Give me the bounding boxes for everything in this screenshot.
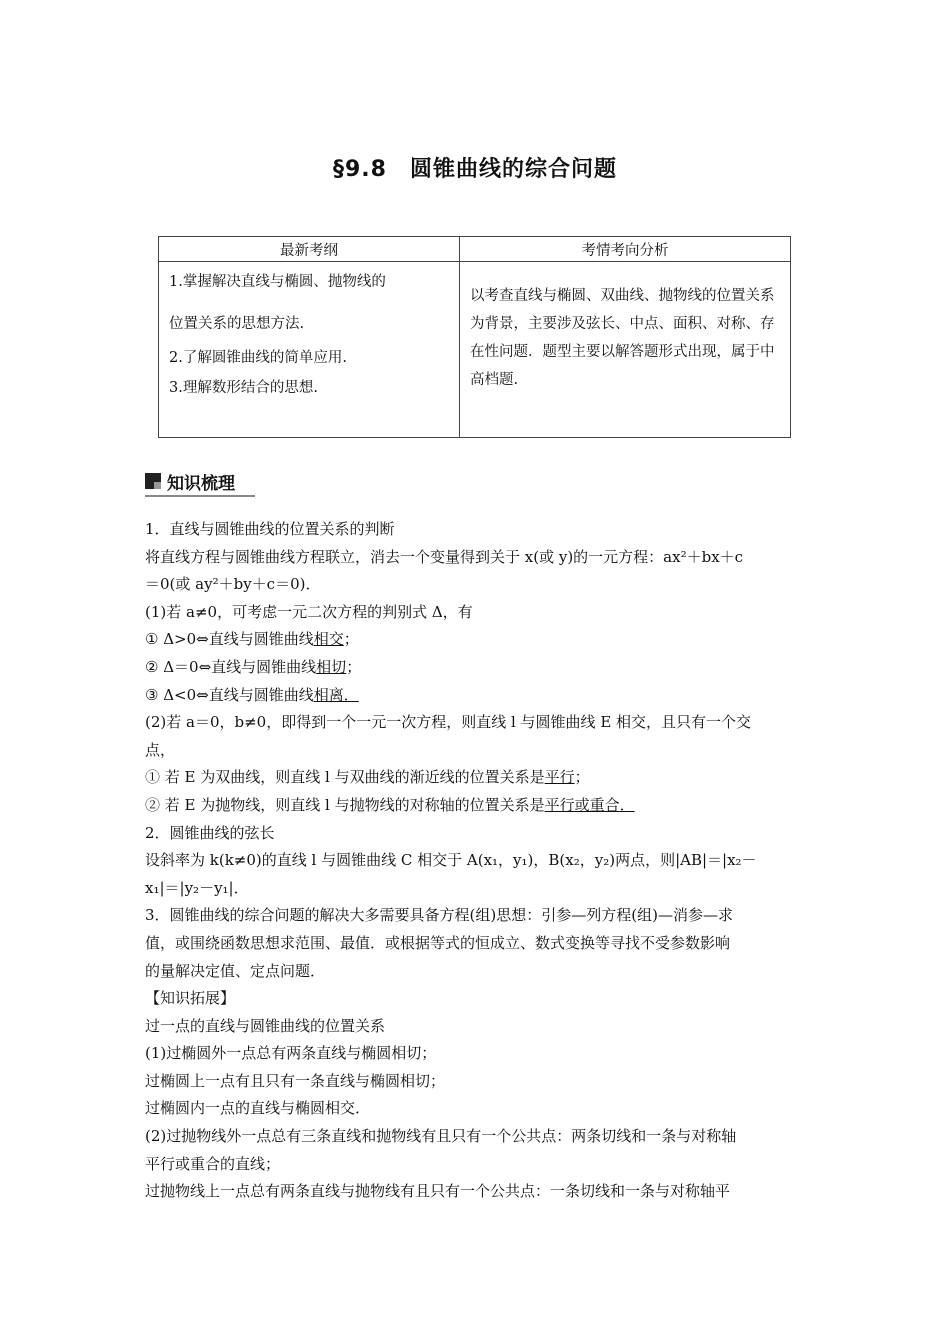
paragraph-line: 平行或重合的直线； bbox=[145, 1154, 281, 1173]
answer-blank: 平行 bbox=[544, 768, 575, 787]
extension-title: 【知识拓展】 bbox=[145, 989, 236, 1008]
answer-blank: 相交 bbox=[313, 630, 344, 649]
syllabus-items-cell bbox=[159, 262, 460, 438]
paragraph-line: 过一点的直线与圆锥曲线的位置关系 bbox=[145, 1016, 386, 1035]
syllabus-item: 2.了解圆锥曲线的简单应用. bbox=[169, 350, 347, 366]
section-square-icon bbox=[145, 473, 161, 489]
syllabus-item: 3.理解数形结合的思想. bbox=[169, 380, 318, 396]
paragraph-line: 的量解决定值、定点问题． bbox=[145, 961, 326, 980]
case-2-item-1: ① 若 E 为双曲线，则直线 l 与双曲线的渐近线的位置关系是平行； bbox=[145, 768, 590, 787]
answer-blank: 平行或重合． bbox=[544, 795, 635, 814]
heading-2: 2．圆锥曲线的弦长 bbox=[145, 823, 275, 842]
section-header-knowledge bbox=[145, 468, 235, 494]
table-header-analysis: 考情考向分析 bbox=[460, 237, 791, 262]
paragraph-line: (2)过抛物线外一点总有三条直线和抛物线有且只有一个公共点：两条切线和一条与对称轴 bbox=[145, 1127, 737, 1146]
syllabus-item: 位置关系的思想方法. bbox=[169, 316, 305, 332]
case-2-item-2: ② 若 E 为抛物线，则直线 l 与抛物线的对称轴的位置关系是平行或重合． bbox=[145, 795, 635, 814]
answer-blank: 相离． bbox=[313, 685, 359, 704]
case-2: (2)若 a＝0，b≠0，即得到一个一元一次方程，则直线 l 与圆锥曲线 E 相交，且只有一个交 bbox=[145, 713, 752, 732]
paragraph-line: 过抛物线上一点总有两条直线与抛物线有且只有一个公共点：一条切线和一条与对称轴平 bbox=[145, 1182, 731, 1201]
page-title: §9.8 圆锥曲线的综合问题 bbox=[333, 157, 617, 182]
section-header-label: 知识梳理 bbox=[167, 473, 235, 494]
paragraph-line: 设斜率为 k(k≠0)的直线 l 与圆锥曲线 C 相交于 A(x₁，y₁)，B(x₂，y₂)两点，则|AB|＝|x₂－ bbox=[145, 851, 757, 870]
paragraph-line: 将直线方程与圆锥曲线方程联立，消去一个变量得到关于 x(或 y)的一元方程：ax²＋bx＋c bbox=[145, 547, 744, 566]
section-header-rule bbox=[145, 495, 255, 497]
paragraph-line: (1)过椭圆外一点总有两条直线与椭圆相切； bbox=[145, 1044, 437, 1063]
syllabus-table bbox=[158, 236, 791, 438]
case-2-cont: 点， bbox=[145, 740, 176, 759]
paragraph-line: ＝0(或 ay²＋by＋c＝0)． bbox=[145, 575, 321, 594]
analysis-text: 以考查直线与椭圆、双曲线、抛物线的位置关系为背景，主要涉及弦长、中点、面积、对称、存在性问题．题型主要以解答题形式出现，属于中高档题. bbox=[460, 262, 791, 438]
paragraph-line: 过椭圆上一点有且只有一条直线与椭圆相切； bbox=[145, 1071, 446, 1090]
paragraph-line: x₁|＝|y₂－y₁|． bbox=[145, 878, 249, 897]
case-1-item-3: ③ Δ<0⇔直线与圆锥曲线相离． bbox=[145, 685, 359, 704]
case-1-item-2: ② Δ＝0⇔直线与圆锥曲线相切； bbox=[145, 657, 362, 676]
table-header-syllabus: 最新考纲 bbox=[159, 237, 460, 262]
syllabus-item: 1.掌握解决直线与椭圆、抛物线的 bbox=[169, 274, 386, 290]
case-1-item-1: ① Δ>0⇔直线与圆锥曲线相交； bbox=[145, 630, 359, 649]
paragraph-line: 过椭圆内一点的直线与椭圆相交． bbox=[145, 1099, 371, 1118]
knowledge-content bbox=[145, 516, 810, 1206]
paragraph-line: 3．圆锥曲线的综合问题的解决大多需要具备方程(组)思想：引参—列方程(组)—消参—求 bbox=[145, 906, 733, 925]
paragraph-line: 值，或围绕函数思想求范围、最值．或根据等式的恒成立、数式变换等寻找不受参数影响 bbox=[145, 933, 731, 952]
heading-1: 1．直线与圆锥曲线的位置关系的判断 bbox=[145, 520, 395, 538]
answer-blank: 相切 bbox=[316, 657, 347, 676]
case-1: (1)若 a≠0，可考虑一元二次方程的判别式 Δ，有 bbox=[145, 602, 473, 621]
